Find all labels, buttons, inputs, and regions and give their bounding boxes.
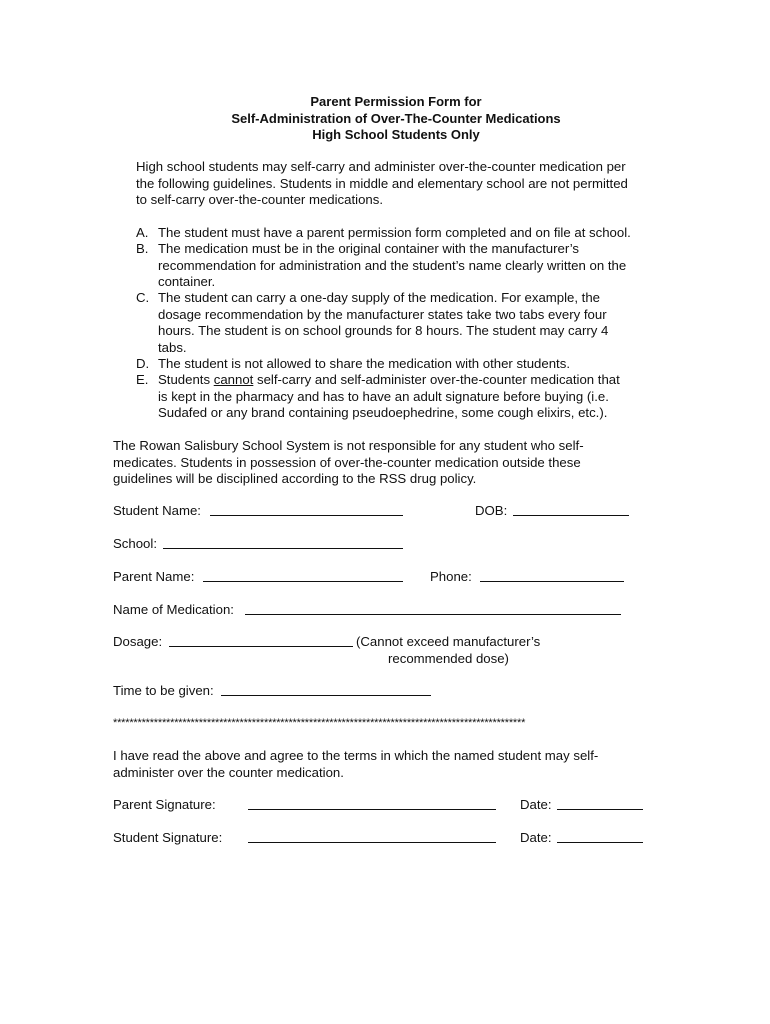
dosage-note-line-2: recommended dose) — [388, 651, 509, 666]
school-label: School: — [113, 536, 157, 551]
form-title-line-3: High School Students Only — [312, 127, 480, 142]
list-item-text: The student is not allowed to share the medication with other students. — [158, 356, 570, 371]
parent-name-label: Parent Name: — [113, 569, 195, 584]
list-item-text: container. — [158, 274, 216, 289]
list-item-text — [158, 372, 620, 388]
medication-label: Name of Medication: — [113, 602, 234, 617]
dob-field[interactable] — [513, 503, 629, 516]
parent-date-label: Date: — [520, 797, 552, 812]
student-name-field[interactable] — [210, 503, 403, 516]
list-item-text: tabs. — [158, 339, 187, 355]
list-item-text: dosage recommendation by the manufacturer states take two tabs every four — [158, 306, 607, 322]
policy-line-3: guidelines will be disciplined according to the RSS drug policy. — [113, 471, 477, 486]
list-item-text: is kept in the pharmacy and has to have an adult signature before buying (i.e. — [158, 388, 609, 404]
student-date-field[interactable] — [557, 830, 643, 843]
phone-field[interactable] — [480, 569, 624, 582]
school-field[interactable] — [163, 536, 403, 549]
asterisk-separator: ***************************************************************************************************** — [113, 717, 526, 729]
policy-line-2: medicates. Students in possession of over-the-counter medication outside these — [113, 455, 581, 470]
agreement-line-2: administer over the counter medication. — [113, 765, 344, 780]
policy-line-1: The Rowan Salisbury School System is not responsible for any student who self- — [113, 438, 584, 453]
list-item-text: hours. The student is on school grounds for 8 hours. The student may carry 4 — [158, 323, 609, 338]
medication-field[interactable] — [245, 602, 621, 615]
intro-line-1: High school students may self-carry and administer over-the-counter medication per — [136, 159, 626, 174]
student-date-label: Date: — [520, 830, 552, 845]
time-field[interactable] — [221, 683, 431, 696]
list-item-letter: C. — [136, 290, 150, 305]
dob-label: DOB: — [475, 503, 508, 518]
list-item-letter: A. — [136, 225, 149, 240]
phone-label: Phone: — [430, 569, 472, 584]
list-item-text-post: self-carry and self-administer over-the-counter medication that — [253, 372, 620, 387]
underlined-word: cannot — [213, 372, 254, 387]
dosage-field[interactable] — [169, 634, 353, 647]
list-item-text: The student must have a parent permission form completed and on file at school. — [158, 225, 631, 240]
parent-date-field[interactable] — [557, 797, 643, 810]
intro-line-3: to self-carry over-the-counter medications. — [136, 192, 383, 207]
form-title-line-2: Self-Administration of Over-The-Counter Medications — [231, 111, 561, 126]
list-item-text: The medication must be in the original container with the manufacturer’s — [158, 241, 580, 256]
parent-name-field[interactable] — [203, 569, 403, 582]
student-signature-field[interactable] — [248, 830, 496, 843]
student-signature-label: Student Signature: — [113, 830, 223, 845]
list-item-letter: E. — [136, 372, 149, 387]
parent-signature-label: Parent Signature: — [113, 797, 216, 812]
form-title-line-1: Parent Permission Form for — [310, 94, 482, 109]
dosage-label: Dosage: — [113, 634, 163, 649]
parent-signature-field[interactable] — [248, 797, 496, 810]
list-item-text: recommendation for administration and the student’s name clearly written on the — [158, 257, 627, 273]
list-item-text-pre: Students — [158, 372, 214, 387]
agreement-line-1: I have read the above and agree to the terms in which the named student may self- — [113, 748, 599, 763]
intro-line-2: the following guidelines. Students in middle and elementary school are not permitted — [136, 176, 628, 191]
list-item-text: Sudafed or any brand containing pseudoephedrine, some cough elixirs, etc.). — [158, 405, 608, 420]
time-label: Time to be given: — [113, 683, 214, 698]
student-name-label: Student Name: — [113, 503, 201, 518]
dosage-note-line-1: (Cannot exceed manufacturer’s — [356, 634, 541, 649]
list-item-letter: B. — [136, 241, 149, 256]
list-item-text: The student can carry a one-day supply of the medication. For example, the — [158, 290, 601, 305]
list-item-letter: D. — [136, 356, 150, 371]
